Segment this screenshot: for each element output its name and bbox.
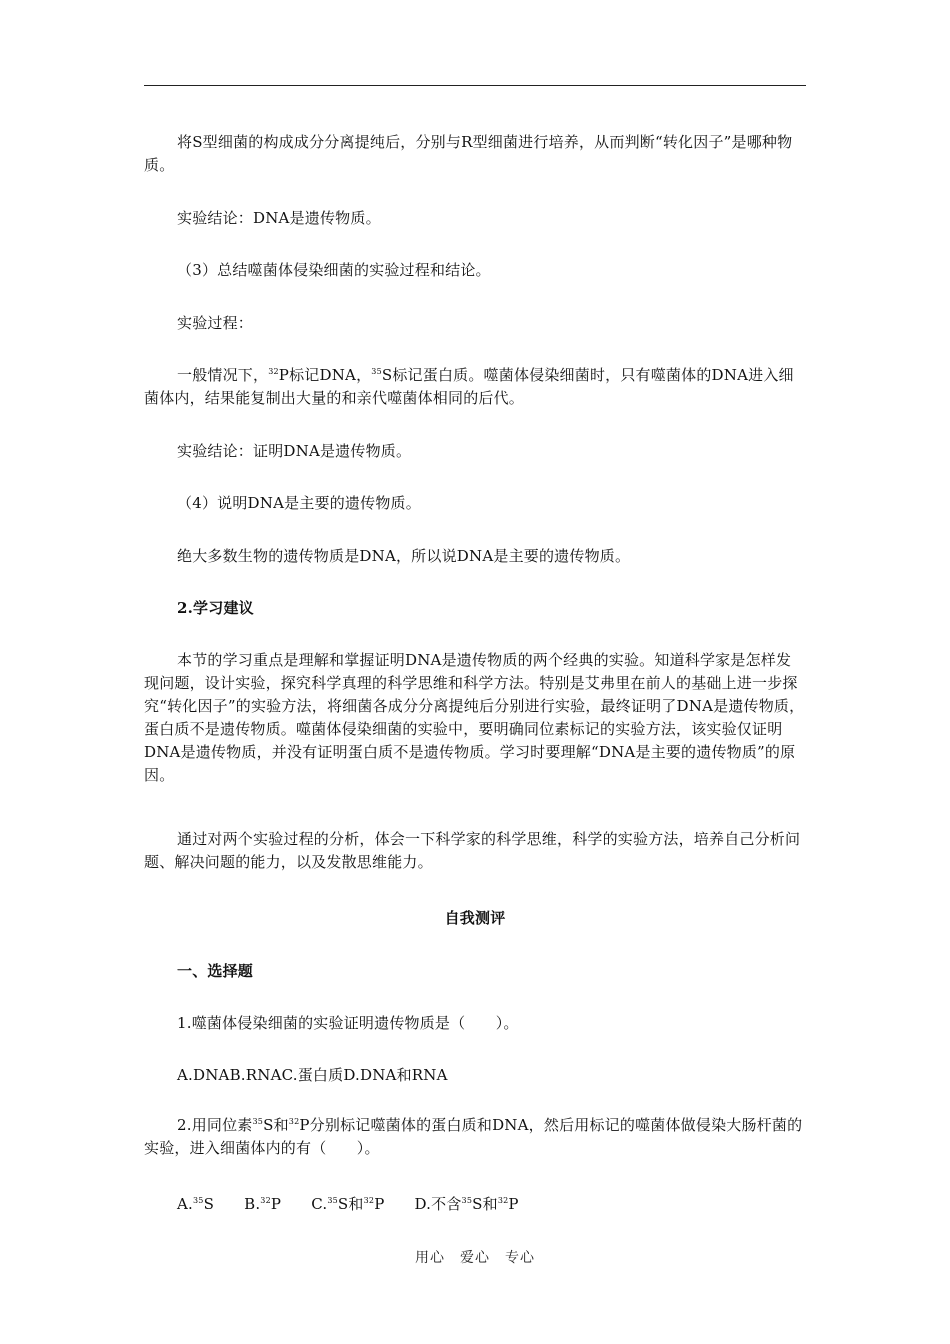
page-footer: 用心 爱心 专心	[415, 1250, 535, 1266]
option-c-mid: S和	[337, 1195, 364, 1213]
text-segment: 2.用同位素	[177, 1116, 253, 1134]
paragraph-analysis: 通过对两个实验过程的分析，体会一下科学家的科学思维，科学的实验方法，培养自己分析问题、解决问题的能力，以及发散思维能力。	[144, 830, 801, 871]
option-c-text: P	[374, 1195, 385, 1213]
section-title-self-test: 自我测评	[444, 909, 506, 927]
superscript: 32	[288, 1117, 300, 1126]
superscript: 32	[497, 1196, 509, 1205]
superscript: 35	[327, 1196, 338, 1205]
superscript: 35	[371, 367, 382, 376]
question-1: 1.噬菌体侵染细菌的实验证明遗传物质是（ ）。	[177, 1014, 519, 1032]
paragraph-item-4: （4）说明DNA是主要的遗传物质。	[177, 494, 421, 512]
paragraph-conclusion-1: 实验结论：DNA是遗传物质。	[177, 209, 381, 227]
superscript: 35	[252, 1117, 264, 1126]
superscript: 35	[193, 1196, 204, 1205]
paragraph-process-label: 实验过程：	[177, 314, 254, 332]
text-segment: S和	[263, 1116, 289, 1134]
paragraph-study-focus: 本节的学习重点是理解和掌握证明DNA是遗传物质的两个经典的实验。知道科学家是怎样发现问题，设计实验，探究科学真理的科学思维和科学方法。特别是艾弗里在前人的基础上进一步探究“转化因子”的实验方法，将细菌各成分分离提纯后分别进行实验，最终证明了DNA是遗传物质，蛋白质不是遗传物质。噬菌体侵染细菌的实验中，要明确同位素标记的实验方法，该实验仅证明DNA是遗传物质，并没有证明蛋白质不是遗传物质。学习时要理解“DNA是主要的遗传物质”的原因。	[144, 651, 805, 784]
paragraph-process-detail	[144, 364, 806, 410]
question-2	[144, 1114, 806, 1160]
text-segment: S标记蛋白质。噬菌体侵染细菌时，只有噬菌体的DNA进入细菌体内，结果能复制出大量的和亲代噬菌体相同的后代。	[144, 366, 794, 407]
option-a-text: S	[203, 1195, 215, 1213]
option-b-label: B.	[244, 1195, 261, 1213]
superscript: 32	[363, 1196, 375, 1205]
superscript: 32	[260, 1196, 271, 1205]
text-segment: P分别标记噬菌体的蛋白质和DNA，然后用标记的噬菌体做侵染大肠杆菌的实验，进入细菌体内的有（ ）。	[144, 1116, 803, 1157]
paragraph-item-3: （3）总结噬菌体侵染细菌的实验过程和结论。	[177, 261, 491, 279]
option-a-label: A.	[177, 1195, 194, 1213]
option-d-text: P	[508, 1195, 519, 1213]
paragraph-s-type-bacteria: 将S型细菌的构成成分分离提纯后，分别与R型细菌进行培养，从而判断“转化因子”是哪种物质。	[144, 133, 793, 174]
question-1-options: A.DNAB.RNAC.蛋白质D.DNA和RNA	[177, 1066, 448, 1084]
superscript: 35	[461, 1196, 473, 1205]
text-segment: P标记DNA，	[278, 366, 372, 384]
option-d-mid: S和	[472, 1195, 498, 1213]
superscript: 32	[268, 367, 279, 376]
paragraph-main-genetic: 绝大多数生物的遗传物质是DNA，所以说DNA是主要的遗传物质。	[177, 547, 631, 565]
heading-study-advice: 2.学习建议	[177, 599, 254, 617]
question-2-options	[144, 1193, 806, 1216]
paragraph-conclusion-2: 实验结论：证明DNA是遗传物质。	[177, 442, 412, 460]
header-rule	[144, 85, 806, 86]
text-segment: 一般情况下，	[177, 366, 269, 384]
option-b-text: P	[270, 1195, 282, 1213]
option-d-label: D.不含	[414, 1195, 462, 1213]
heading-multiple-choice: 一、选择题	[177, 962, 254, 980]
option-c-label: C.	[311, 1195, 328, 1213]
